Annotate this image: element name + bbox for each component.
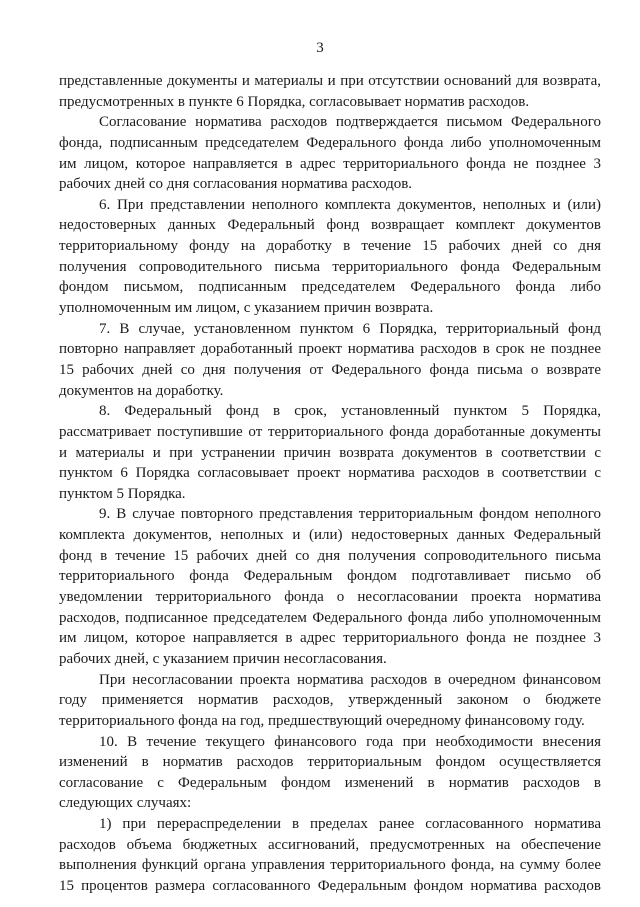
text-line: При несогласовании проекта норматива расходов в очередном финансовом [99, 671, 601, 688]
text-line: уведомлении территориального фонда о несогласовании проекта норматива [59, 589, 601, 606]
text-line: пунктом 5 Порядка. [59, 485, 186, 502]
text-line: выполнения функций органа управления территориального фонда, на сумму более [59, 857, 601, 874]
text-line: пунктом 6 Порядка согласовывает проект норматива расходов в соответствии с [59, 465, 601, 482]
text-line: изменений в норматив расходов территориальным фондом осуществляется [59, 754, 601, 771]
text-line: расходов объема бюджетных ассигнований, предусмотренных на обеспечение [59, 836, 601, 853]
text-line: фонд в течение 15 рабочих дней со дня получения сопроводительного письма [59, 547, 601, 564]
text-line: предусмотренных в пункте 6 Порядка, согласовывает норматив расходов. [59, 93, 530, 110]
text-line: территориального фонда на год, предшествующий очередному финансовому году. [59, 712, 585, 729]
text-line: 1) при перераспределении в пределах ранее согласованного норматива [99, 816, 601, 833]
text-line: расходов, подписанное председателем Федерального фонда либо уполномоченным [59, 609, 601, 626]
text-line: документов на доработку. [59, 382, 224, 399]
document-body [59, 71, 601, 897]
text-line: рабочих дней со дня согласования норматива расходов. [59, 176, 413, 193]
text-line: 7. В случае, установленном пунктом 6 Порядка, территориальный фонд [99, 320, 601, 337]
text-line: 15 рабочих дней со дня получения от Федерального фонда письма о возврате [59, 361, 601, 378]
text-line: 6. При представлении неполного комплекта документов, неполных и (или) [99, 196, 601, 213]
text-line: рассматривает поступившие от территориального фонда доработанные документы [59, 423, 601, 440]
text-line: представленные документы и материалы и при отсутствии оснований для возврата, [59, 73, 601, 89]
text-line: 9. В случае повторного представления территориальным фондом неполного [99, 506, 601, 523]
text-line: рабочих дней, с указанием причин несогласования. [59, 650, 387, 667]
text-line: фонда, подписанным председателем Федерального фонда либо уполномоченным [59, 134, 601, 151]
page-number: 3 [316, 40, 324, 56]
text-line: им лицом, которое направляется в адрес территориального фонда не позднее 3 [59, 630, 601, 647]
text-line: году применяется норматив расходов, утвержденный законом о бюджете [59, 692, 601, 709]
text-line: 15 процентов размера согласованного Федеральным фондом норматива расходов [59, 877, 601, 894]
text-line: и материалы и при устранении причин возврата документов в соответствии с [59, 444, 601, 461]
text-line: территориальному фонду на доработку в течение 15 рабочих дней со дня [59, 238, 601, 255]
text-line: комплекта документов, неполных и (или) недостоверных данных Федеральный [59, 527, 601, 544]
text-line: территориального фонда Федеральным фондом подготавливает письмо об [59, 568, 601, 585]
text-line: уполномоченным им лицом, с указанием причин возврата. [59, 300, 434, 317]
text-line: следующих случаях: [59, 795, 192, 812]
text-line: согласование с Федеральным фондом изменений в норматив расходов в [59, 774, 601, 791]
text-line: получения сопроводительного письма территориального фонда Федеральным [59, 258, 601, 275]
text-line: им лицом, которое направляется в адрес территориального фонда не позднее 3 [59, 155, 601, 172]
text-line: 8. Федеральный фонд в срок, установленный пунктом 5 Порядка, [99, 403, 601, 420]
text-line: повторно направляет доработанный проект норматива расходов в срок не позднее [59, 341, 601, 358]
text-line: фондом письмом, подписанным председателем Федерального фонда либо [59, 279, 601, 296]
text-line: недостоверных данных Федеральный фонд возвращает комплект документов [59, 217, 601, 234]
text-line: 10. В течение текущего финансового года при необходимости внесения [99, 733, 601, 750]
text-line: Согласование норматива расходов подтверждается письмом Федерального [99, 114, 601, 131]
